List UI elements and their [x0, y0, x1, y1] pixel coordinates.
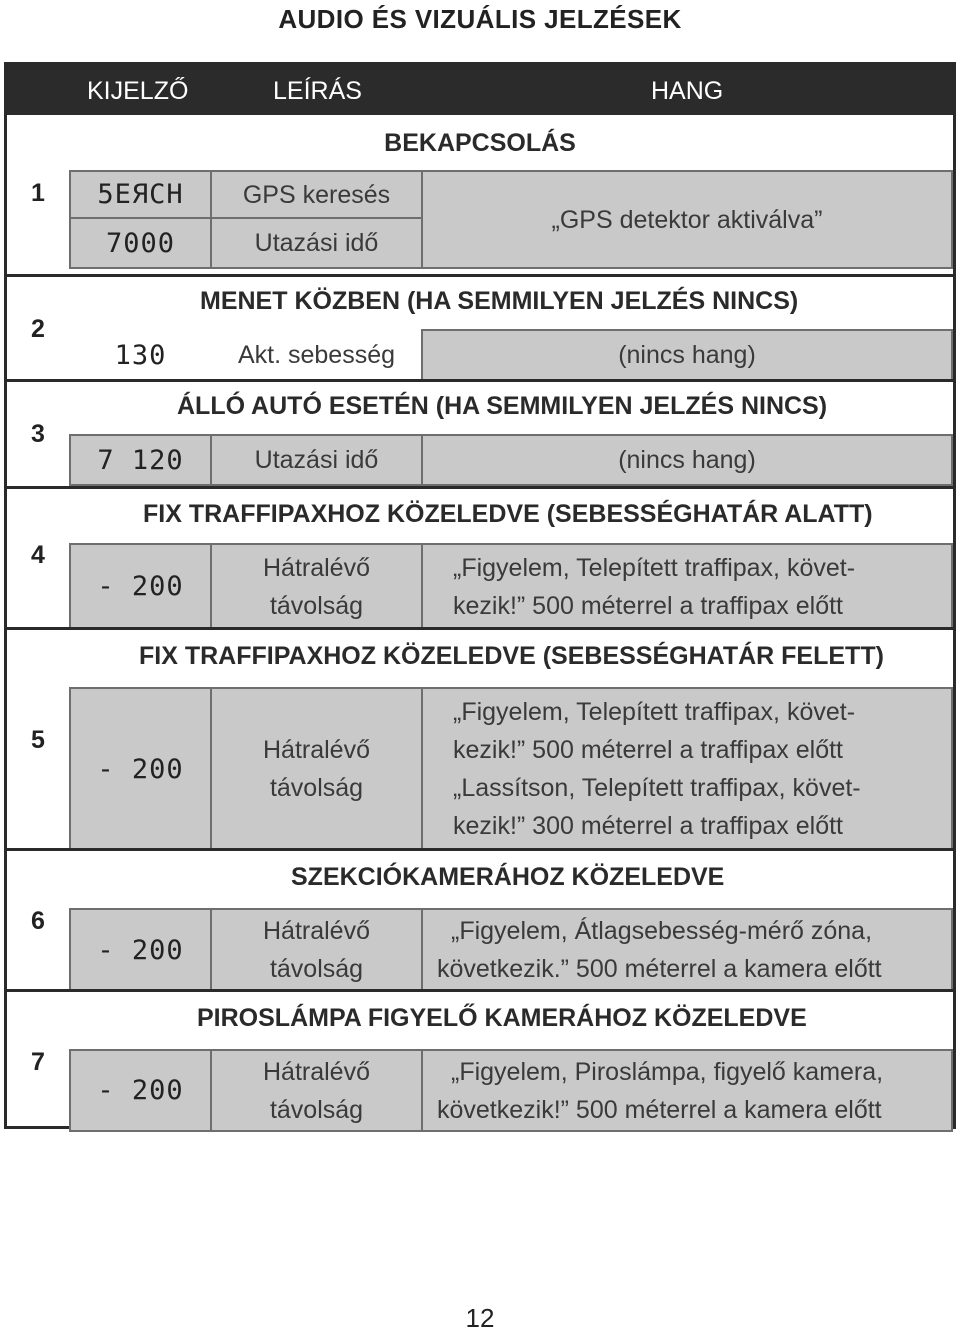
sound-cell: [421, 329, 953, 381]
table-row: [7, 379, 953, 486]
section-title: FIX TRAFFIPAXHOZ KÖZELEDVE (SEBESSÉGHATÁR ALATT): [143, 500, 873, 528]
description-cell: Utazási idő: [210, 434, 423, 486]
sound-text: (nincs hang): [618, 446, 756, 474]
table-row: [7, 627, 953, 848]
lcd-display: - 200: [69, 1049, 212, 1132]
sound-text: „GPS detektor aktiválva”: [551, 205, 823, 234]
lcd-display: - 200: [69, 908, 212, 992]
sound-line: következik!” 500 méterrel a kamera előtt: [437, 1095, 882, 1124]
table-row: [7, 848, 953, 989]
sound-line: „Figyelem, Telepített traffipax, követ-: [453, 698, 856, 726]
page-title: AUDIO ÉS VIZUÁLIS JELZÉSEK: [278, 4, 682, 34]
sound-line: „Figyelem, Telepített traffipax, követ-: [453, 553, 856, 582]
header-sound: HANG: [651, 77, 724, 105]
sound-cell: [421, 908, 953, 992]
description-line: távolság: [269, 774, 364, 802]
lcd-display: 7000: [69, 217, 212, 269]
lcd-display: - 200: [69, 687, 212, 851]
description-line: Hátralévő: [263, 917, 370, 945]
description-cell: Akt. sebesség: [210, 329, 423, 381]
description-cell: [210, 543, 423, 630]
sound-line: kezik!” 500 méterrel a traffipax előtt: [453, 591, 843, 620]
table-row: [7, 274, 953, 379]
description-line: Hátralévő: [263, 736, 370, 764]
sound-cell: [421, 434, 953, 486]
row-number: 6: [31, 907, 45, 935]
description-cell: [210, 1049, 423, 1132]
sound-cell: [421, 1049, 953, 1132]
row-number: 2: [31, 315, 45, 343]
sound-line: „Lassítson, Telepített traffipax, követ-: [453, 774, 861, 802]
description-cell: Utazási idő: [210, 217, 423, 269]
section-title: BEKAPCSOLÁS: [384, 129, 576, 157]
sound-line: következik.” 500 méterrel a kamera előtt: [437, 955, 882, 983]
description-line: távolság: [269, 1095, 364, 1124]
section-title: ÁLLÓ AUTÓ ESETÉN (HA SEMMILYEN JELZÉS NINCS): [177, 392, 828, 420]
table-row: [7, 486, 953, 627]
sound-line: „Figyelem, Piroslámpa, figyelő kamera,: [451, 1057, 884, 1086]
description-line: Hátralévő: [263, 553, 370, 582]
sound-cell: [421, 687, 953, 851]
sound-line: kezik!” 500 méterrel a traffipax előtt: [453, 736, 843, 764]
section-title: SZEKCIÓKAMERÁHOZ KÖZELEDVE: [291, 863, 725, 891]
header-description: LEÍRÁS: [273, 77, 362, 105]
section-title: PIROSLÁMPA FIGYELŐ KAMERÁHOZ KÖZELEDVE: [197, 1004, 807, 1032]
table-row: [7, 989, 953, 1129]
table-row: [7, 115, 953, 274]
lcd-display: - 200: [69, 543, 212, 630]
sound-line: „Figyelem, Átlagsebesség-mérő zóna,: [451, 917, 873, 945]
description-line: távolság: [269, 955, 364, 983]
description-line: Hátralévő: [263, 1057, 370, 1086]
table-header: [7, 65, 953, 115]
description-line: távolság: [269, 591, 364, 620]
description-cell: GPS keresés: [210, 170, 423, 219]
row-number: 5: [31, 726, 45, 754]
lcd-display: 5ЕЯСН: [69, 170, 212, 219]
row-number: 4: [31, 541, 45, 569]
sound-text: (nincs hang): [618, 341, 756, 369]
signals-table: [4, 62, 956, 1129]
sound-cell: [421, 543, 953, 630]
header-display: KIJELZŐ: [87, 77, 189, 105]
row-number: 7: [31, 1048, 45, 1076]
row-number: 1: [31, 179, 45, 207]
sound-line: kezik!” 300 méterrel a traffipax előtt: [453, 812, 843, 840]
sound-cell: [421, 170, 953, 269]
section-title: MENET KÖZBEN (HA SEMMILYEN JELZÉS NINCS): [200, 287, 799, 315]
page-number: 12: [465, 1303, 495, 1333]
lcd-display: 7 120: [69, 434, 212, 486]
row-number: 3: [31, 420, 45, 448]
lcd-display: 130: [69, 329, 212, 381]
section-title: FIX TRAFFIPAXHOZ KÖZELEDVE (SEBESSÉGHATÁR FELETT): [139, 642, 884, 670]
description-cell: [210, 687, 423, 851]
description-cell: [210, 908, 423, 992]
